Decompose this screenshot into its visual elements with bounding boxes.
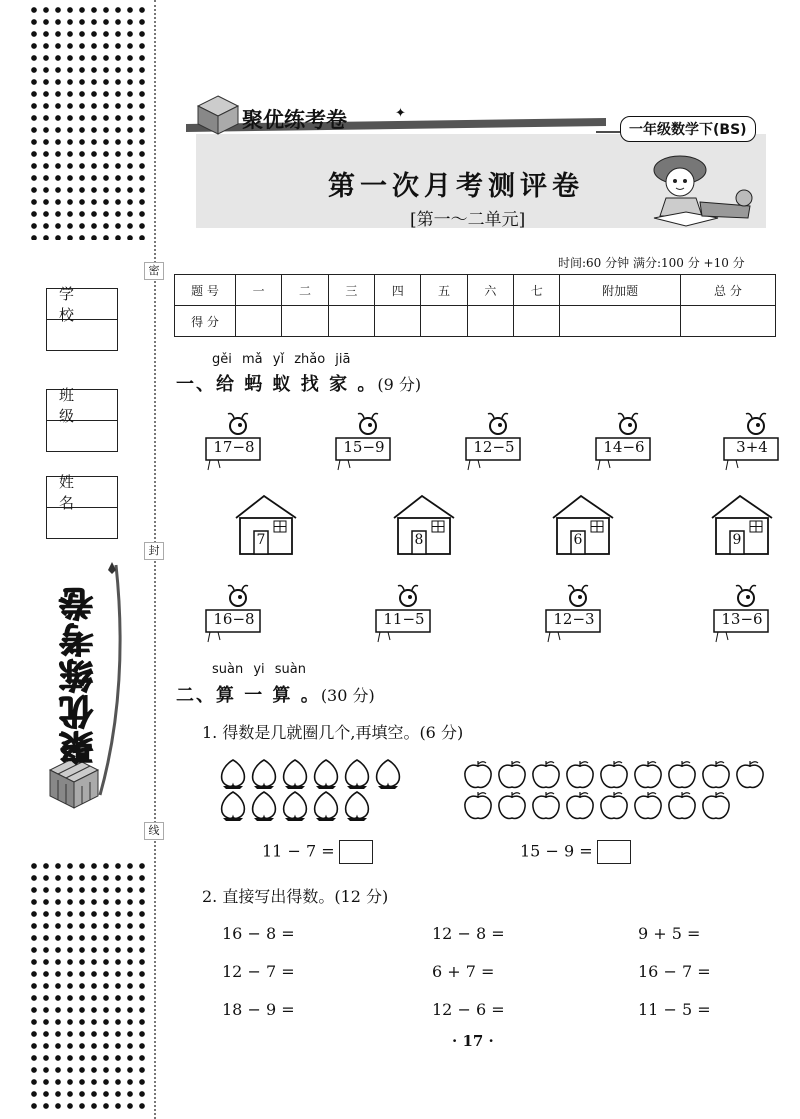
q1-instruction: 1. 得数是几就圈几个,再填空。(6 分)	[202, 723, 464, 742]
section1-title: 一、给 蚂 蚁 找 家 。	[176, 374, 378, 395]
score-table-header: 七	[514, 275, 560, 306]
score-table-header: 附加题	[560, 275, 680, 306]
section1-points: (9 分)	[377, 375, 422, 394]
class-field[interactable]	[46, 386, 118, 452]
vertical-brand: 聚优练考卷	[59, 585, 100, 765]
score-table	[174, 274, 776, 337]
time-score-info: 时间:60 分钟 满分:100 分 +10 分	[558, 256, 745, 270]
sparkle-icon: ✦	[395, 106, 406, 121]
section2-pinyin: suàn yi suàn	[212, 662, 307, 677]
answer-box[interactable]	[597, 840, 631, 864]
section2-points: (30 分)	[320, 686, 375, 705]
score-cell[interactable]	[282, 306, 328, 337]
house-card[interactable]	[708, 492, 778, 556]
score-table-score-row	[175, 306, 776, 337]
score-table-header: 一	[236, 275, 282, 306]
dot-border-top	[28, 4, 146, 240]
calc-item[interactable]: 6 + 7 =	[432, 962, 495, 981]
score-cell[interactable]	[328, 306, 374, 337]
ant-expression: 12−5	[473, 438, 515, 456]
ant-card[interactable]	[204, 412, 274, 482]
score-table-header: 题 号	[175, 275, 236, 306]
score-table-header: 三	[328, 275, 374, 306]
house-number: 7	[256, 532, 266, 548]
score-table-header: 五	[421, 275, 467, 306]
header-brand: 聚优练考卷	[242, 108, 347, 132]
class-label: 班 级	[47, 390, 117, 421]
ant-card[interactable]	[722, 412, 792, 482]
ant-card[interactable]	[334, 412, 404, 482]
ant-expression: 3+4	[736, 438, 768, 456]
score-table-header: 总 分	[680, 275, 775, 306]
score-table-header: 二	[282, 275, 328, 306]
section1-pinyin: gěi mǎ yǐ zhǎo jiā	[212, 352, 351, 367]
q1-equation-left	[262, 840, 373, 864]
header-cube-icon	[196, 94, 240, 136]
ant-expression: 15−9	[343, 438, 385, 456]
q2-instruction: 2. 直接写出得数。(12 分)	[202, 887, 389, 906]
seal-label-feng: 封	[144, 542, 164, 560]
ant-expression: 17−8	[213, 438, 255, 456]
school-field[interactable]	[46, 285, 118, 351]
section2-title: 二、算 一 算 。	[176, 685, 321, 706]
score-cell[interactable]	[680, 306, 775, 337]
score-cell[interactable]	[375, 306, 421, 337]
calc-item[interactable]: 12 − 8 =	[432, 924, 505, 943]
q1-eq-right-text: 15 − 9 =	[520, 841, 593, 861]
school-label: 学 校	[47, 289, 117, 320]
apples-group[interactable]	[462, 758, 772, 822]
score-table-header: 四	[375, 275, 421, 306]
score-cell[interactable]	[467, 306, 513, 337]
house-card[interactable]	[390, 492, 460, 556]
answer-box[interactable]	[339, 840, 373, 864]
ant-expression: 16−8	[213, 610, 255, 628]
ant-expression: 14−6	[603, 438, 645, 456]
calc-item[interactable]: 9 + 5 =	[638, 924, 701, 943]
ant-card[interactable]	[464, 412, 534, 482]
ant-expression: 13−6	[721, 610, 763, 628]
calc-item[interactable]: 16 − 7 =	[638, 962, 711, 981]
page-number: · 17 ·	[452, 1032, 494, 1050]
calc-item[interactable]: 16 − 8 =	[222, 924, 295, 943]
score-cell[interactable]	[560, 306, 680, 337]
house-card[interactable]	[549, 492, 619, 556]
score-cell[interactable]	[421, 306, 467, 337]
score-table-header-row	[175, 275, 776, 306]
section2-heading	[176, 681, 375, 707]
calc-item[interactable]: 18 − 9 =	[222, 1000, 295, 1019]
ant-card[interactable]	[594, 412, 664, 482]
ant-card[interactable]	[204, 584, 274, 654]
score-table-header: 六	[467, 275, 513, 306]
calc-item[interactable]: 11 − 5 =	[638, 1000, 711, 1019]
name-field[interactable]	[46, 473, 118, 539]
house-number: 6	[573, 532, 583, 548]
exam-title: 第一次月考测评卷	[328, 171, 584, 202]
exam-subtitle: [第一～二单元]	[410, 210, 526, 230]
ant-expression: 12−3	[553, 610, 595, 628]
house-number: 9	[732, 532, 742, 548]
swoosh-icon	[96, 560, 126, 800]
ant-card[interactable]	[544, 584, 614, 654]
ant-card[interactable]	[712, 584, 782, 654]
seal-label-xian: 线	[144, 822, 164, 840]
peaches-group[interactable]	[218, 758, 418, 822]
q1-equation-right	[520, 840, 631, 864]
calc-item[interactable]: 12 − 7 =	[222, 962, 295, 981]
seal-label-mi: 密	[144, 262, 164, 280]
grade-tag: 一年级数学下(BS)	[620, 116, 756, 142]
girl-reading-illustration-icon	[640, 146, 760, 230]
score-row-label: 得 分	[175, 306, 236, 337]
calc-item[interactable]: 12 − 6 =	[432, 1000, 505, 1019]
score-cell[interactable]	[236, 306, 282, 337]
q1-eq-left-text: 11 − 7 =	[262, 841, 335, 861]
house-card[interactable]	[232, 492, 302, 556]
score-cell[interactable]	[514, 306, 560, 337]
ant-expression: 11−5	[383, 610, 425, 628]
name-label: 姓 名	[47, 477, 117, 508]
house-number: 8	[414, 532, 424, 548]
section1-heading	[176, 370, 421, 396]
dot-border-bottom	[28, 860, 146, 1115]
ant-card[interactable]	[374, 584, 444, 654]
